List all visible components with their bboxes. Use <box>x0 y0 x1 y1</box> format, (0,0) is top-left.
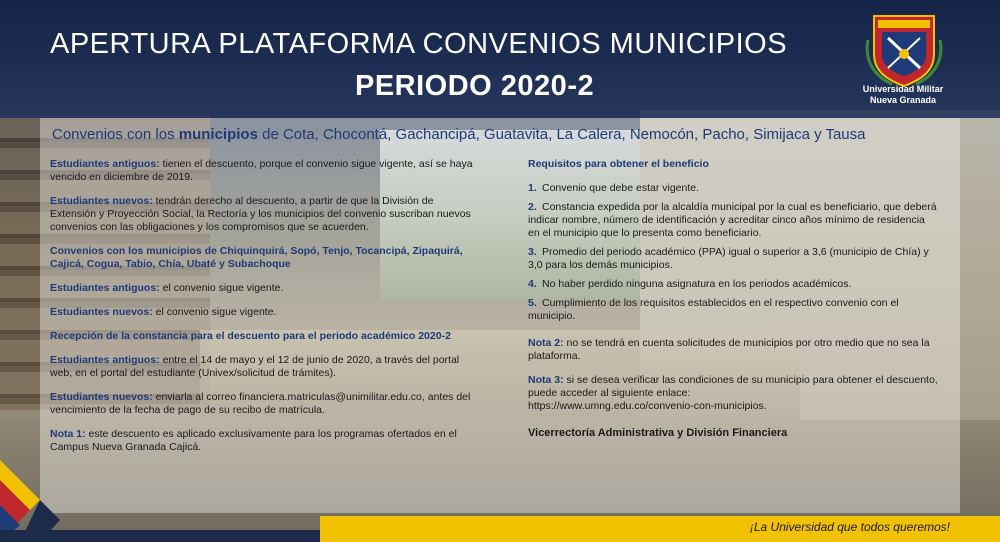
footer-slogan: ¡La Universidad que todos queremos! <box>749 520 950 534</box>
label-note-1: Nota 1: <box>50 428 86 440</box>
university-name-line2: Nueva Granada <box>869 95 937 105</box>
text-new-students: tendrán derecho al descuento, a partir de que la División de Extensión y Proyección Social, la Rectoría y los municipios del convenio suscriban nuevos convenios con las obligaciones y los compromisos que se acuerden. <box>50 195 471 233</box>
item-number: 1. <box>528 182 537 194</box>
heading-bold: municipios <box>178 126 258 143</box>
label-new-students: Estudiantes nuevos: <box>50 391 153 403</box>
requirements-list <box>528 182 938 323</box>
list-item <box>528 246 938 272</box>
label-old-students: Estudiantes antiguos: <box>50 158 160 170</box>
list-item <box>528 201 938 240</box>
text-old-students: el convenio sigue vigente. <box>159 282 284 294</box>
text-new-students: enviarla al correo financiera.matriculas@unimilitar.edu.co, antes del vencimiento de la fecha de pago de su recibo de matrícula. <box>50 391 471 416</box>
university-name-line1: Universidad Militar <box>862 84 944 94</box>
section-heading-municipalities-2: Convenios con los municipios de Chiquinquirá, Sopó, Tenjo, Tocancipá, Zipaquirá, Cajicá, Cogua, Tabio, Chía, Ubaté y Subachoque <box>50 245 463 270</box>
text-note-3: si se desea verificar las condiciones de su municipio para obtener el descuento, puede acceder al siguiente enlace: <box>528 374 938 399</box>
paragraph-old-students-1 <box>50 158 480 184</box>
paragraph-new-students-1 <box>50 195 480 234</box>
list-item <box>528 297 938 323</box>
item-number: 5. <box>528 297 537 309</box>
label-new-students: Estudiantes nuevos: <box>50 306 153 318</box>
university-name <box>853 84 953 106</box>
paragraph-old-students-3 <box>50 354 480 380</box>
note-3 <box>528 374 938 413</box>
item-text: Convenio que debe estar vigente. <box>542 182 700 194</box>
left-column <box>50 158 480 465</box>
page-title: APERTURA PLATAFORMA CONVENIOS MUNICIPIOS <box>50 28 788 60</box>
section-heading-reception: Recepción de la constancia para el descuento para el periodo académico 2020-2 <box>50 330 451 342</box>
heading-rest: de Cota, Chocontá, Gachancipá, Guatavita, La Calera, Nemocón, Pacho, Simijaca y Tausa <box>257 126 866 143</box>
label-note-2: Nota 2: <box>528 337 564 349</box>
label-new-students: Estudiantes nuevos: <box>50 195 153 207</box>
municipalities-heading <box>52 126 866 143</box>
item-text: Constancia expedida por la alcaldía municipal por la cual es beneficiario, que deberá indicar nombre, número de identificación y acreditar cinco años mínimo de residencia en el municipio que lo presenta como beneficiario. <box>528 201 937 239</box>
item-text: No haber perdido ninguna asignatura en los periodos académicos. <box>542 278 852 290</box>
right-column <box>528 158 938 440</box>
item-number: 2. <box>528 201 537 213</box>
decorative-corner-chevrons <box>0 450 90 542</box>
text-note-2: no se tendrá en cuenta solicitudes de municipios por otro medio que no sea la plataforma. <box>528 337 930 362</box>
paragraph-old-students-2 <box>50 282 480 295</box>
paragraph-new-students-3 <box>50 391 480 417</box>
text-note-1: este descuento es aplicado exclusivamente para los programas ofertados en el Campus Nueva Granada Cajicá. <box>50 428 457 453</box>
note-1 <box>50 428 480 454</box>
heading-prefix: Convenios con los <box>52 126 179 143</box>
note-2 <box>528 337 938 363</box>
text-old-students: tienen el descuento, porque el convenio sigue vigente, así se haya vencido en diciembre de 2019. <box>50 158 473 183</box>
list-item <box>528 182 938 195</box>
page-subtitle-period: PERIODO 2020-2 <box>355 70 595 102</box>
list-item <box>528 278 938 291</box>
signature: Vicerrectoría Administrativa y División Financiera <box>528 427 788 439</box>
requirements-heading: Requisitos para obtener el beneficio <box>528 158 709 170</box>
footer-navy-band <box>0 530 330 542</box>
label-note-3: Nota 3: <box>528 374 564 386</box>
municipalities-link[interactable]: https://www.umng.edu.co/convenio-con-municipios. <box>528 400 767 412</box>
label-old-students: Estudiantes antiguos: <box>50 354 160 366</box>
text-new-students: el convenio sigue vigente. <box>152 306 277 318</box>
label-old-students: Estudiantes antiguos: <box>50 282 160 294</box>
item-text: Promedio del periodo académico (PPA) igual o superior a 3,6 (municipio de Chía) y 3,0 para los demás municipios. <box>528 246 929 271</box>
item-number: 4. <box>528 278 537 290</box>
text-old-students: entre el 14 de mayo y el 12 de junio de 2020, a través del portal web, en el portal del estudiante (Univex/solicitud de trámites). <box>50 354 460 379</box>
paragraph-new-students-2 <box>50 306 480 319</box>
item-number: 3. <box>528 246 537 258</box>
item-text: Cumplimiento de los requisitos establecidos en el respectivo convenio con el municipio. <box>528 297 899 322</box>
